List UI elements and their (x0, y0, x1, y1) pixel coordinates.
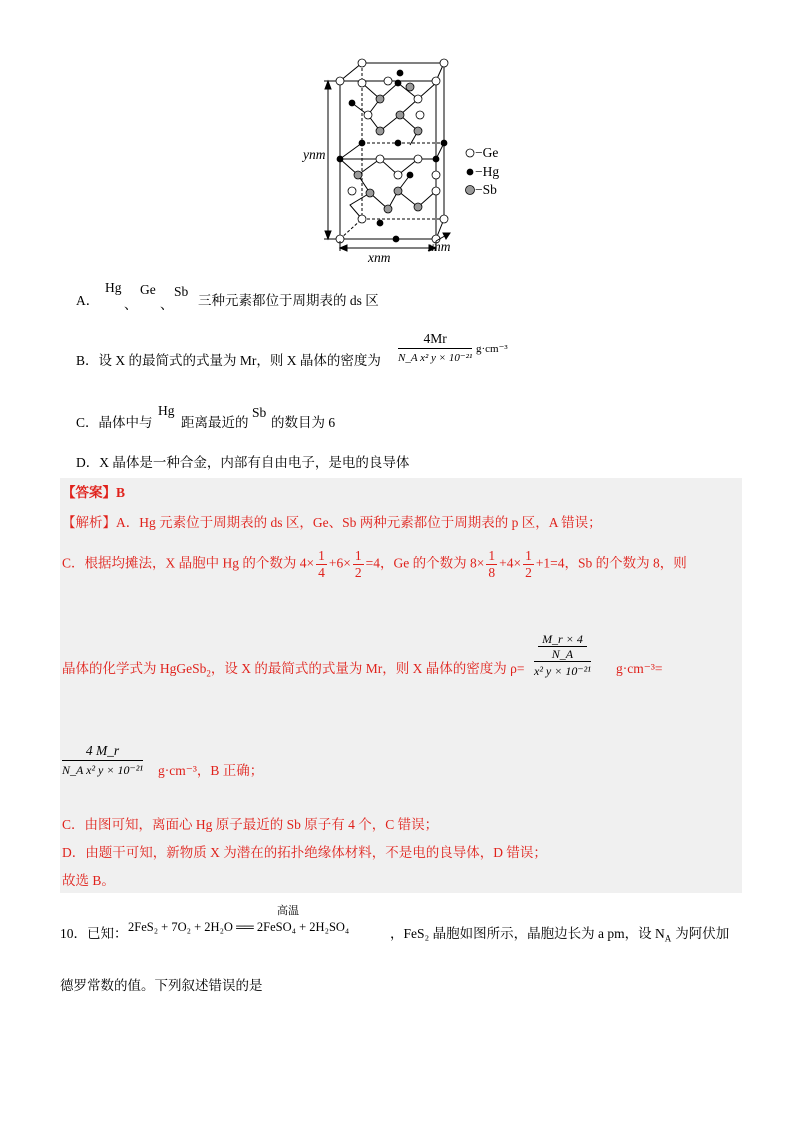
legend-hg: −Hg (475, 164, 500, 179)
depth-dimension-label: xnm (428, 239, 451, 254)
option-b-denominator: N_A x² y × 10⁻²¹ (398, 352, 473, 364)
density-unit-1: g·cm⁻³= (616, 661, 663, 676)
q10-text1: ，FeS₂ 晶胞如图所示，晶胞边长为 a pm，设 $N_A$ 为阿伏加 (390, 926, 730, 944)
analysis-a: 【解析】A．Hg 元素位于周期表的 ds 区，Ge、Sb 两种元素都位于周期表的 p 区，A 错误； (62, 515, 602, 530)
option-b-numerator: 4Mr (398, 330, 472, 349)
option-a-ge: Ge (140, 282, 156, 297)
answer-label: 【答案】B (62, 485, 126, 500)
option-d-text: D．X 晶体是一种合金，内部有自由电子，是电的良导体 (76, 455, 410, 470)
option-c-end: 的数目为 6 (271, 415, 336, 430)
analysis-d: D．由题干可知，新物质 X 为潜在的拓扑绝缘体材料，不是电的良导体，D 错误； (62, 845, 547, 860)
density-result: g·cm⁻³，B 正确； (158, 763, 264, 778)
density-frac1-top: M_r × 4 (542, 632, 583, 646)
analysis-c: C．由图可知，离面心 Hg 原子最近的 Sb 原子有 4 个，C 错误； (62, 817, 439, 832)
unit-cell-outline (340, 63, 444, 239)
option-a-sep2: 、 (160, 297, 174, 312)
legend-ge: −Ge (475, 145, 499, 160)
option-a-sb: Sb (174, 284, 189, 299)
density-fraction-2 (62, 742, 143, 779)
density-frac1-den: x² y × 10⁻²¹ (534, 664, 591, 678)
option-b-text: B．设 X 的最简式的式量为 Mr，则 X 晶体的密度为 (76, 353, 381, 368)
y-dimension-label: ynm (303, 147, 326, 162)
option-a: A． (76, 293, 100, 308)
q10-condition: 高温 (277, 905, 299, 917)
option-b-unit: g·cm⁻³ (476, 343, 508, 355)
legend-sb: −Sb (475, 182, 497, 197)
density-frac2-den: N_A x² y × 10⁻²¹ (62, 763, 143, 777)
analysis-formula-line: 晶体的化学式为 HgGeSb$_2$，设 X 的最简式的式量为 Mr，则 X 晶体的密度为 ρ= (62, 661, 525, 679)
option-b-fraction (398, 330, 472, 367)
legend-markers (466, 149, 475, 195)
option-c-mid: 距离最近的 (181, 415, 249, 430)
analysis-c-calc: C．根据均摊法，X 晶胞中 Hg 的个数为 4× $\frac{1}{4}$ +6× $\frac{1}{2}$ =4，Ge 的个数为 8× $\frac{1}{8}$ +4× $\frac{1}{2}$ +1=4，Sb 的个数为 8，则 (62, 548, 687, 580)
option-c-sb: Sb (252, 405, 267, 420)
option-c-letter: C．晶体中与 (76, 415, 153, 430)
x-dimension-label: xnm (368, 250, 391, 265)
q10-label: 10．已知： (60, 926, 128, 941)
q10-text2: 德罗常数的值。下列叙述错误的是 (60, 978, 263, 993)
density-frac2-num: 4 M_r (62, 742, 143, 761)
q10-equation: 2FeS₂ + 7O₂ + 2H₂O ══ 2FeSO₄ + 2H₂SO₄ (128, 920, 350, 934)
density-fraction-1 (534, 632, 591, 680)
option-a-hg: Hg (105, 280, 122, 295)
conclusion: 故选 B。 (62, 873, 115, 888)
option-a-sep1: 、 (124, 297, 138, 312)
option-a-text: 三种元素都位于周期表的 ds 区 (198, 293, 379, 308)
option-c-hg: Hg (158, 403, 175, 418)
density-frac1-mid: N_A (538, 646, 587, 661)
